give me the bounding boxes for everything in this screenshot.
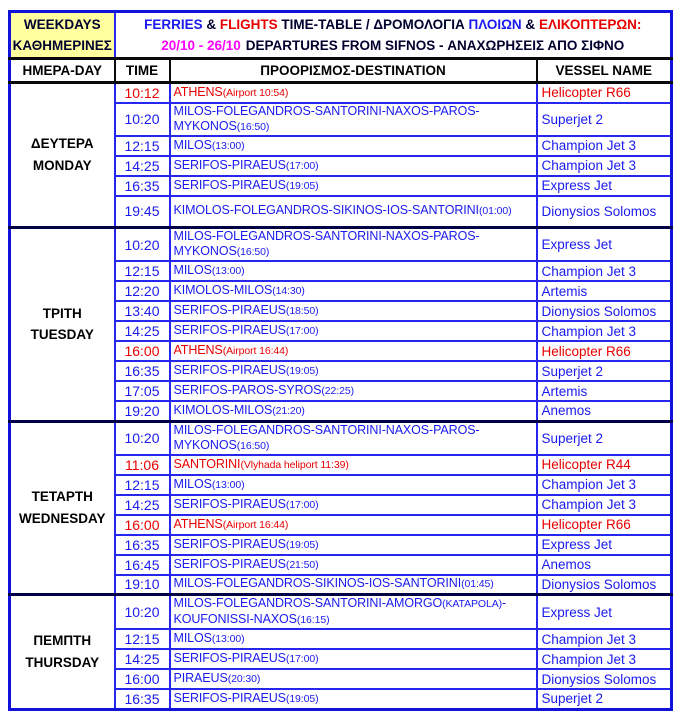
text-segment: FLIGHTS [219,17,278,32]
time-cell: 16:00 [115,669,170,689]
time-cell: 16:00 [115,515,170,535]
vessel-name: Champion Jet 3 [537,629,672,649]
time-cell: 12:20 [115,281,170,301]
time-cell: 16:35 [115,361,170,381]
day-group-monday [10,83,672,228]
time-cell: 16:35 [115,689,170,709]
destination-cell [170,196,537,228]
text-segment: & [521,17,539,32]
day-name-english: THURSDAY [25,654,100,670]
day-name-greek: ΤΡΙΤΗ [42,305,82,321]
destination-cell [170,341,537,361]
destination-text: SANTORINI [173,456,241,471]
text-segment: FERRIES [144,17,203,32]
arrival-note: (16:15) [296,614,330,626]
destination-cell [170,495,537,515]
time-cell: 14:25 [115,495,170,515]
destination-text: PIRAEUS [173,671,228,685]
destination-cell [170,361,537,381]
schedule-row [10,595,672,630]
destination-text: ATHENS [173,84,223,99]
time-cell: 17:05 [115,381,170,401]
day-cell [10,228,115,422]
destination-cell [170,555,537,575]
col-header-destination: ΠΡΟΟΡΙΣΜΟΣ-DESTINATION [170,59,537,83]
arrival-note: (14:30) [272,285,305,297]
day-group-thursday [10,595,672,710]
vessel-name: Anemos [537,555,672,575]
destination-cell [170,136,537,156]
arrival-note: (21:20) [272,404,305,417]
vessel-name: Artemis [537,281,672,301]
vessel-name: Superjet 2 [537,103,672,136]
destination-cell [170,261,537,281]
time-cell: 16:35 [115,535,170,555]
destination-text: MILOS [173,476,212,491]
arrival-note: (21:50) [285,558,319,571]
destination-cell [170,515,537,535]
time-cell: 10:20 [115,228,170,262]
time-cell: 12:15 [115,629,170,649]
time-cell: 16:45 [115,555,170,575]
time-cell: 19:45 [115,196,170,228]
destination-text: MILOS-FOLEGANDROS-SANTORINI-AMORGO [173,596,443,610]
destination-cell [170,421,537,455]
time-cell: 11:06 [115,455,170,475]
destination-cell [170,649,537,669]
text-segment: TIME-TABLE / ΔΡΟΜΟΛΟΓΙΑ [277,17,469,32]
page [0,10,678,711]
destination-text: KOUFONISSI-NAXOS [173,612,297,626]
weekdays-banner [10,12,115,59]
destination-text: MILOS-FOLEGANDROS-SANTORINI-NAXOS-PAROS- [173,422,480,437]
day-name-english: WEDNESDAY [18,510,106,526]
destination-text: KIMOLOS-MILOS [173,402,273,417]
destination-cell [170,228,537,262]
arrival-note: (19:05) [285,538,319,551]
arrival-note: (KATAPOLA) [442,598,502,610]
time-cell: 14:25 [115,649,170,669]
vessel-name: Helicopter R66 [537,515,672,535]
arrival-note: (16:50) [236,246,270,258]
destination-text: MILOS [173,631,212,645]
destination-text: SERIFOS-PIRAEUS [173,651,286,665]
day-name-greek: ΠΕΜΠΤΗ [33,633,92,649]
day-group-wednesday [10,421,672,595]
arrival-note: (Vlyhada heliport 11:39) [240,458,349,471]
col-header-vessel: VESSEL NAME [537,59,672,83]
arrival-note: (17:00) [285,653,319,665]
vessel-name: Express Jet [537,176,672,196]
destination-cell [170,321,537,341]
arrival-note: (13:00) [211,478,245,491]
arrival-note: (13:00) [211,633,245,645]
destination-text: MILOS-FOLEGANDROS-SIKINOS-IOS-SANTORINI [173,576,462,591]
time-cell: 16:00 [115,341,170,361]
vessel-name: Champion Jet 3 [537,261,672,281]
vessel-name: Dionysios Solomos [537,669,672,689]
weekdays-label: WEEKDAYS [23,17,101,32]
vessel-name: Champion Jet 3 [537,321,672,341]
arrival-note: (16:50) [236,439,270,452]
destination-cell [170,401,537,421]
vessel-name: Express Jet [537,535,672,555]
destination-text: SERIFOS-PIRAEUS [173,496,286,511]
arrival-note: (13:00) [211,265,245,277]
arrival-note: (17:00) [285,159,319,172]
destination-text: ATHENS [173,343,223,357]
day-cell [10,83,115,228]
col-header-time: TIME [115,59,170,83]
vessel-name: Dionysios Solomos [537,301,672,321]
time-cell: 10:20 [115,595,170,630]
vessel-name: Superjet 2 [537,689,672,709]
destination-text: SERIFOS-PIRAEUS [173,177,286,192]
vessel-name: Helicopter R66 [537,83,672,103]
time-cell: 16:35 [115,176,170,196]
destination-text: SERIFOS-PAROS-SYROS [173,383,322,397]
arrival-note: (01:00) [478,205,512,218]
schedule-row [10,83,672,103]
destination-text: SERIFOS-PIRAEUS [173,157,286,172]
schedule-row [10,421,672,455]
arrival-note: (19:05) [285,692,319,705]
text-segment: DEPARTURES FROM SIFNOS - ΑΝΑΧΩΡΗΣΕΙΣ ΑΠΟ ΣΙΦΝΟ [245,38,625,53]
arrival-note: (17:00) [285,498,319,511]
arrival-note: (19:05) [285,179,319,192]
destination-text: SERIFOS-PIRAEUS [173,323,286,337]
arrival-note: (Airport 16:44) [222,518,289,531]
destination-cell [170,156,537,176]
destination-text: KIMOLOS-FOLEGANDROS-SIKINOS-IOS-SANTORINI [173,203,479,218]
destination-text: - [502,596,507,610]
destination-cell [170,381,537,401]
vessel-name: Helicopter R44 [537,455,672,475]
arrival-note: (20:30) [227,673,261,685]
title-banner [115,12,672,59]
time-cell: 19:20 [115,401,170,421]
day-cell [10,421,115,595]
time-cell: 13:40 [115,301,170,321]
vessel-name: Express Jet [537,228,672,262]
destination-cell [170,103,537,136]
time-cell: 12:15 [115,475,170,495]
destination-cell [170,629,537,649]
arrival-note: (Airport 16:44) [222,345,289,357]
arrival-note: (Airport 10:54) [222,86,289,99]
destination-text: SERIFOS-PIRAEUS [173,303,286,317]
timetable-header [10,12,672,83]
vessel-name: Anemos [537,401,672,421]
time-cell: 19:10 [115,575,170,595]
vessel-name: Champion Jet 3 [537,136,672,156]
destination-text: SERIFOS-PIRAEUS [173,556,286,571]
arrival-note: (17:00) [285,325,319,337]
destination-text: KIMOLOS-MILOS [173,283,273,297]
vessel-name: Helicopter R66 [537,341,672,361]
destination-cell [170,455,537,475]
timetable-subtitle [116,35,671,56]
weekdays-label-greek: ΚΑΘΗΜΕΡΙΝΕΣ [12,38,112,53]
destination-cell [170,475,537,495]
destination-cell [170,281,537,301]
banner-row [10,12,672,59]
destination-text: MILOS [173,137,212,152]
destination-text: MILOS-FOLEGANDROS-SANTORINI-NAXOS-PAROS- [173,103,480,118]
day-cell [10,595,115,710]
day-name-greek: ΤΕΤΑΡΤΗ [31,489,93,505]
destination-cell [170,301,537,321]
destination-text: MYKONOS [173,244,237,258]
arrival-note: (18:50) [285,305,319,317]
destination-text: SERIFOS-PIRAEUS [173,536,286,551]
arrival-note: (01:45) [461,578,494,591]
arrival-note: (16:50) [236,120,270,133]
day-name-greek: ΔΕΥΤΕΡΑ [30,136,94,152]
time-cell: 14:25 [115,321,170,341]
vessel-name: Dionysios Solomos [537,196,672,228]
timetable-title [116,14,671,35]
destination-text: MILOS-FOLEGANDROS-SANTORINI-NAXOS-PAROS- [173,229,480,243]
destination-cell [170,535,537,555]
arrival-note: (13:00) [211,139,245,152]
vessel-name: Express Jet [537,595,672,630]
destination-text: ATHENS [173,516,223,531]
vessel-name: Superjet 2 [537,361,672,381]
destination-text: MILOS [173,263,212,277]
destination-cell [170,575,537,595]
column-header-row [10,59,672,83]
time-cell: 10:20 [115,103,170,136]
destination-text: MYKONOS [173,118,237,133]
destination-cell [170,689,537,709]
destination-text: MYKONOS [173,437,237,452]
day-name-english: TUESDAY [30,327,94,343]
arrival-note: (22:25) [321,385,354,397]
destination-cell [170,595,537,630]
timetable [8,10,673,711]
text-segment: & [202,17,220,32]
destination-cell [170,669,537,689]
arrival-note: (19:05) [285,365,319,377]
time-cell: 14:25 [115,156,170,176]
vessel-name: Champion Jet 3 [537,495,672,515]
destination-text: SERIFOS-PIRAEUS [173,690,286,705]
schedule-row [10,228,672,262]
time-cell: 10:20 [115,421,170,455]
destination-text: SERIFOS-PIRAEUS [173,363,286,377]
time-cell: 10:12 [115,83,170,103]
vessel-name: Superjet 2 [537,421,672,455]
col-header-day: ΗΜΕΡΑ-DAY [10,59,115,83]
time-cell: 12:15 [115,136,170,156]
time-cell: 12:15 [115,261,170,281]
text-segment: ΕΛΙΚΟΠΤΕΡΩΝ: [538,17,642,32]
text-segment: 20/10 - 26/10 [161,38,241,53]
vessel-name: Artemis [537,381,672,401]
vessel-name: Champion Jet 3 [537,649,672,669]
destination-cell [170,83,537,103]
vessel-name: Champion Jet 3 [537,156,672,176]
day-group-tuesday [10,228,672,422]
destination-cell [170,176,537,196]
vessel-name: Dionysios Solomos [537,575,672,595]
vessel-name: Champion Jet 3 [537,475,672,495]
day-name-english: MONDAY [32,158,92,173]
text-segment: ΠΛΟΙΩΝ [468,17,522,32]
